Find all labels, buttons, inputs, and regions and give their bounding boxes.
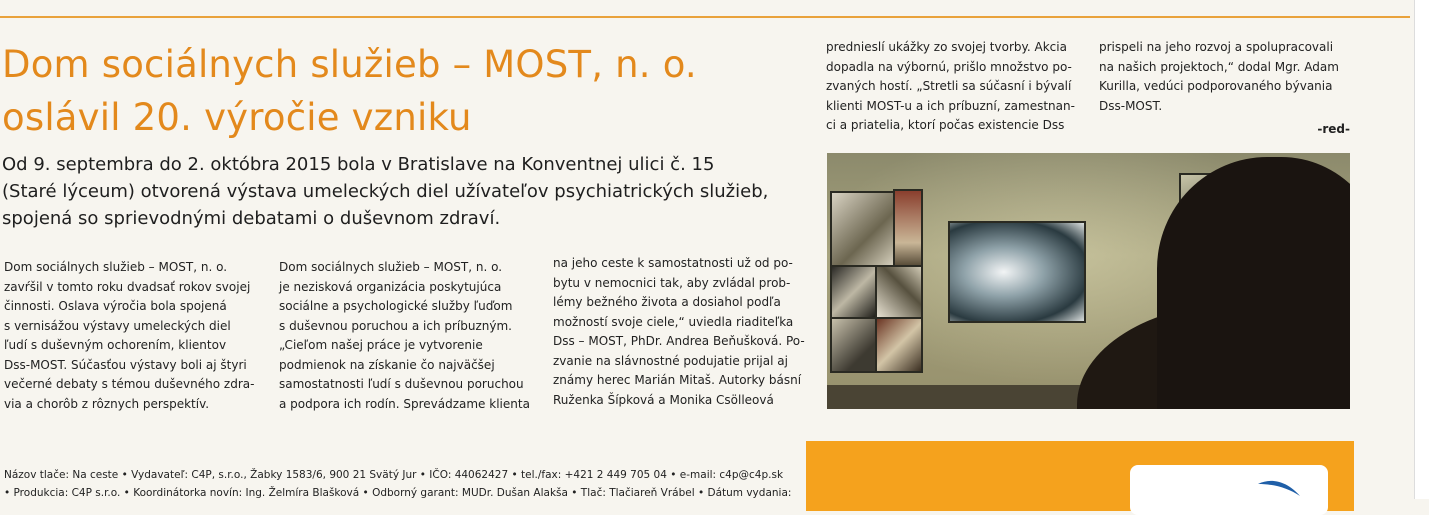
text-line: lémy bežného života a dosiahol podľa	[553, 295, 781, 309]
lede-line: (Staré lýceum) otvorená výstava umeleckých diel užívateľov psychiatrických služieb,	[2, 181, 769, 202]
article-column-1	[4, 258, 254, 414]
text-line: zvaných hostí. „Stretli sa súčasní i bývalí	[826, 79, 1072, 93]
text-line: zvanie na slávnostné podujatie prijal aj	[553, 353, 788, 368]
text-line: sociálne a psychologické služby ľuďom	[279, 299, 513, 313]
text-line: Dss-MOST.	[1099, 98, 1163, 113]
article-lede	[2, 151, 792, 232]
lede-line: spojená so sprievodnými debatami o duševnom zdraví.	[2, 208, 501, 229]
text-line: „Cieľom našej práce je vytvorenie	[279, 338, 483, 352]
text-line: Dom sociálnych služieb – MOST, n. o.	[279, 260, 503, 274]
artwork	[875, 317, 923, 373]
text-line: je nezisková organizácia poskytujúca	[279, 279, 502, 294]
headline-line: Dom sociálnych služieb – MOST, n. o.	[2, 43, 697, 86]
text-line: Dss – MOST, PhDr. Andrea Beňušková. Po-	[553, 334, 805, 348]
artwork	[893, 189, 923, 267]
imprint-line: Názov tlače: Na ceste • Vydavateľ: C4P, s.r.o., Žabky 1583/6, 900 21 Svätý Jur • IČO: 44062427 • tel./fax: +421 2 449 705 04 • e-mail: c4p@c4p.sk	[4, 469, 784, 481]
text-line: večerné debaty s témou duševného zdra-	[4, 377, 255, 391]
top-rule	[0, 16, 1410, 18]
lede-line: Od 9. septembra do 2. októbra 2015 bola v Bratislave na Konventnej ulici č. 15	[2, 154, 715, 175]
page-edge	[1414, 0, 1429, 499]
author-signature: -red-	[1317, 122, 1350, 136]
text-line: činnosti. Oslava výročia bola spojená	[4, 299, 227, 313]
artwork	[830, 265, 878, 319]
text-line: prispeli na jeho rozvoj a spolupracovali	[1099, 40, 1334, 54]
text-line: Dss-MOST. Súčasťou výstavy boli aj štyri	[4, 357, 247, 372]
text-line: s vernisážou výstavy umeleckých diel	[4, 318, 231, 333]
text-line: ľudí s duševným ochorením, klientov	[4, 338, 227, 352]
article-column-5	[1099, 38, 1349, 116]
text-line: Dom sociálnych služieb – MOST, n. o.	[4, 260, 228, 274]
text-line: dopadla na výbornú, prišlo množstvo po-	[826, 59, 1072, 74]
text-line: možností svoje ciele,“ uviedla riaditeľka	[553, 314, 794, 329]
text-line: zavŕšil v tomto roku dvadsať rokov svojej	[4, 279, 251, 294]
text-line: samostatnosti ľudí s duševnou poruchou	[279, 377, 524, 391]
artwork	[830, 191, 896, 267]
article-column-3	[553, 254, 803, 410]
exhibition-photo	[827, 153, 1350, 409]
article-column-4	[826, 38, 1076, 136]
imprint-line: • Produkcia: C4P s.r.o. • Koordinátorka novín: Ing. Želmíra Blašková • Odborný garant: MUDr. Dušan Alakša • Tlač: Tlačiareň Vrábel • Dátum vydania:	[4, 487, 792, 499]
artwork	[830, 317, 878, 373]
text-line: a podpora ich rodín. Sprevádzame klienta	[279, 396, 530, 411]
text-line: známy herec Marián Mitaš. Autorky básní	[553, 373, 802, 387]
text-line: prednieslí ukážky zo svojej tvorby. Akcia	[826, 40, 1067, 54]
artwork-center	[948, 221, 1086, 323]
text-line: klienti MOST-u a ich príbuzní, zamestnan-	[826, 98, 1075, 113]
text-line: via a chorôb z rôznych perspektív.	[4, 396, 210, 411]
article-column-2	[279, 258, 529, 414]
text-line: na našich projektoch,“ dodal Mgr. Adam	[1099, 59, 1339, 74]
visitor-silhouette	[1157, 157, 1350, 409]
article-headline	[2, 38, 792, 144]
swoosh-logo-icon	[1256, 478, 1302, 500]
imprint-footer	[4, 466, 804, 502]
text-line: na jeho ceste k samostatnosti už od po-	[553, 256, 793, 270]
text-line: bytu v nemocnici tak, aby zvládal prob-	[553, 275, 791, 290]
headline-line: oslávil 20. výročie vzniku	[2, 96, 472, 139]
text-line: Ruženka Šípková a Monika Csölleová	[553, 392, 774, 407]
text-line: s duševnou poruchou a ich príbuzným.	[279, 318, 512, 333]
text-line: podmienok na získanie čo najväčšej	[279, 357, 495, 372]
artwork	[875, 265, 923, 319]
text-line: ci a priatelia, ktorí počas existencie Dss	[826, 118, 1065, 132]
text-line: Kurilla, vedúci podporovaného bývania	[1099, 79, 1333, 93]
